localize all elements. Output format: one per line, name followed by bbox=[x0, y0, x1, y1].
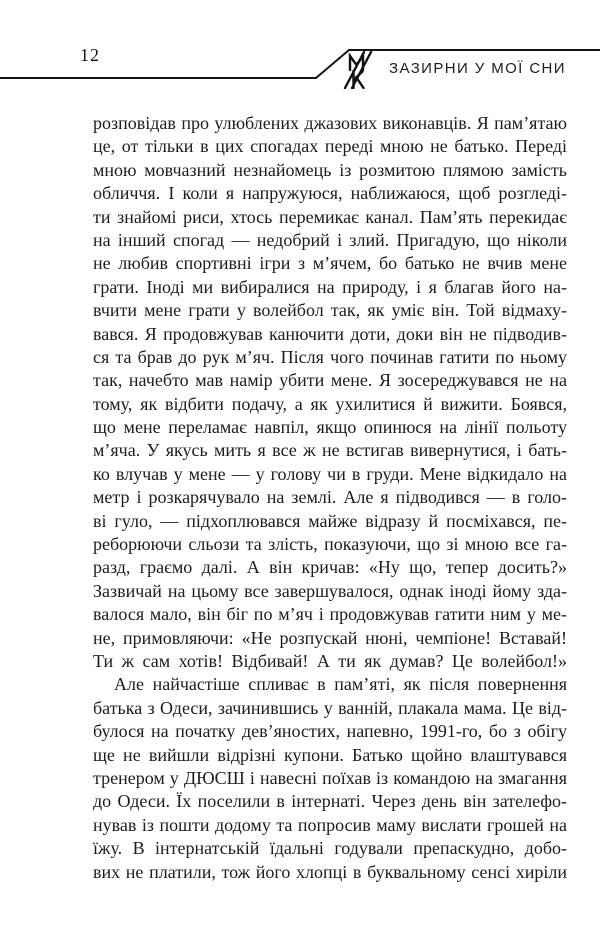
text-line: валося мало, він біг по м’яч і продовжував гатити ним у ме- bbox=[93, 604, 567, 625]
text-line: вався. Я продовжував канючити доти, доки він не підводив- bbox=[93, 323, 567, 344]
paragraph bbox=[93, 112, 567, 673]
text-line: разд, граємо далі. А він кричав: «Ну що, тепер досить?» bbox=[93, 557, 567, 578]
text-line: обличчя. І коли я напружуюся, наближаюся, щоб розгледі- bbox=[93, 183, 567, 204]
page-number: 12 bbox=[80, 45, 100, 65]
book-title: ЗАЗИРНИ У МОЇ СНИ bbox=[389, 60, 566, 77]
paragraph bbox=[93, 673, 567, 884]
text-line: Зазвичай на цьому все завершувалося, однак іноді йому зда- bbox=[93, 580, 567, 601]
text-line: вчити мене грати у волейбол так, як уміє він. Той відмаху- bbox=[93, 300, 567, 321]
text-line: Ти ж сам хотів! Відбивай! А ти як думав? Це волейбол!» bbox=[93, 650, 567, 671]
text-line: грати. Іноді ми вибиралися на природу, і я благав його на- bbox=[93, 276, 567, 297]
text-line: булося на початку дев’яностих, напевно, 1991-го, бо з обігу bbox=[93, 721, 567, 742]
text-line: тому, як відбити подачу, а як ухилитися й вижити. Боявся, bbox=[93, 393, 567, 414]
text-line: Але найчастіше спливає в пам’яті, як після повернення bbox=[114, 674, 567, 695]
text-line: розповідав про улюблених джазових виконавців. Я пам’ятаю bbox=[93, 113, 567, 133]
text-line: м’яча. У якусь мить я все ж не встигав вивернутися, і бать- bbox=[93, 440, 567, 461]
text-line: ко влучав у мене — у голову чи в груди. Мене відкидало на bbox=[93, 463, 567, 484]
text-line: не любив спортивні ігри з м’ячем, бо батько не вчив мене bbox=[93, 253, 567, 274]
text-line: що мене переламає навпіл, якщо опинюся на лінії польоту bbox=[93, 417, 567, 438]
text-line: нував із пошти додому та попросив маму вислати грошей на bbox=[93, 814, 567, 835]
text-line: мною мовчазний незнайомець із розмитою плямою замість bbox=[93, 159, 567, 180]
text-line: метр і розкарячувало на землі. Але я підводився — в голо- bbox=[93, 487, 567, 508]
text-line: ся та брав до рук м’яч. Після чого починав гатити по ньому bbox=[93, 346, 567, 367]
text-line: ві гуло, — підхоплювався майже відразу й посміхався, пе- bbox=[93, 510, 567, 531]
text-line: це, от тільки в цих спогадах переді мною не батько. Переді bbox=[93, 136, 567, 157]
text-line: ще не вийшли відрізні купони. Батько щойно влаштувався bbox=[93, 744, 567, 765]
text-line: не, примовляючи: «Не розпускай нюні, чемпіоне! Вставай! bbox=[93, 627, 567, 648]
text-line: так, начебто мав намір убити мене. Я зосереджувався не на bbox=[93, 370, 567, 391]
author-monogram-mk-icon bbox=[340, 51, 374, 89]
body-text bbox=[93, 112, 567, 884]
text-line: на інший спогад — недобрий і злий. Пригадую, що ніколи bbox=[93, 229, 567, 250]
text-line: тренером у ДЮСШ і навесні поїхав із командою на змагання bbox=[93, 767, 567, 788]
text-line: батька з Одеси, зачинившись у ванній, плакала мама. Це від- bbox=[93, 697, 567, 718]
text-line: їжу. В інтернатській їдальні годували препаскудно, добо- bbox=[93, 838, 567, 859]
text-line: ти знайомі риси, хтось перемикає канал. Пам’ять перекидає bbox=[93, 206, 567, 227]
text-line: вих не платили, тож його хлопці в буквальному сенсі хиріли bbox=[93, 861, 567, 882]
text-line: до Одеси. Їх поселили в інтернаті. Через день він зателефо- bbox=[93, 791, 567, 812]
text-line: реборюючи сльози та злість, показуючи, що зі мною все га- bbox=[93, 534, 567, 555]
